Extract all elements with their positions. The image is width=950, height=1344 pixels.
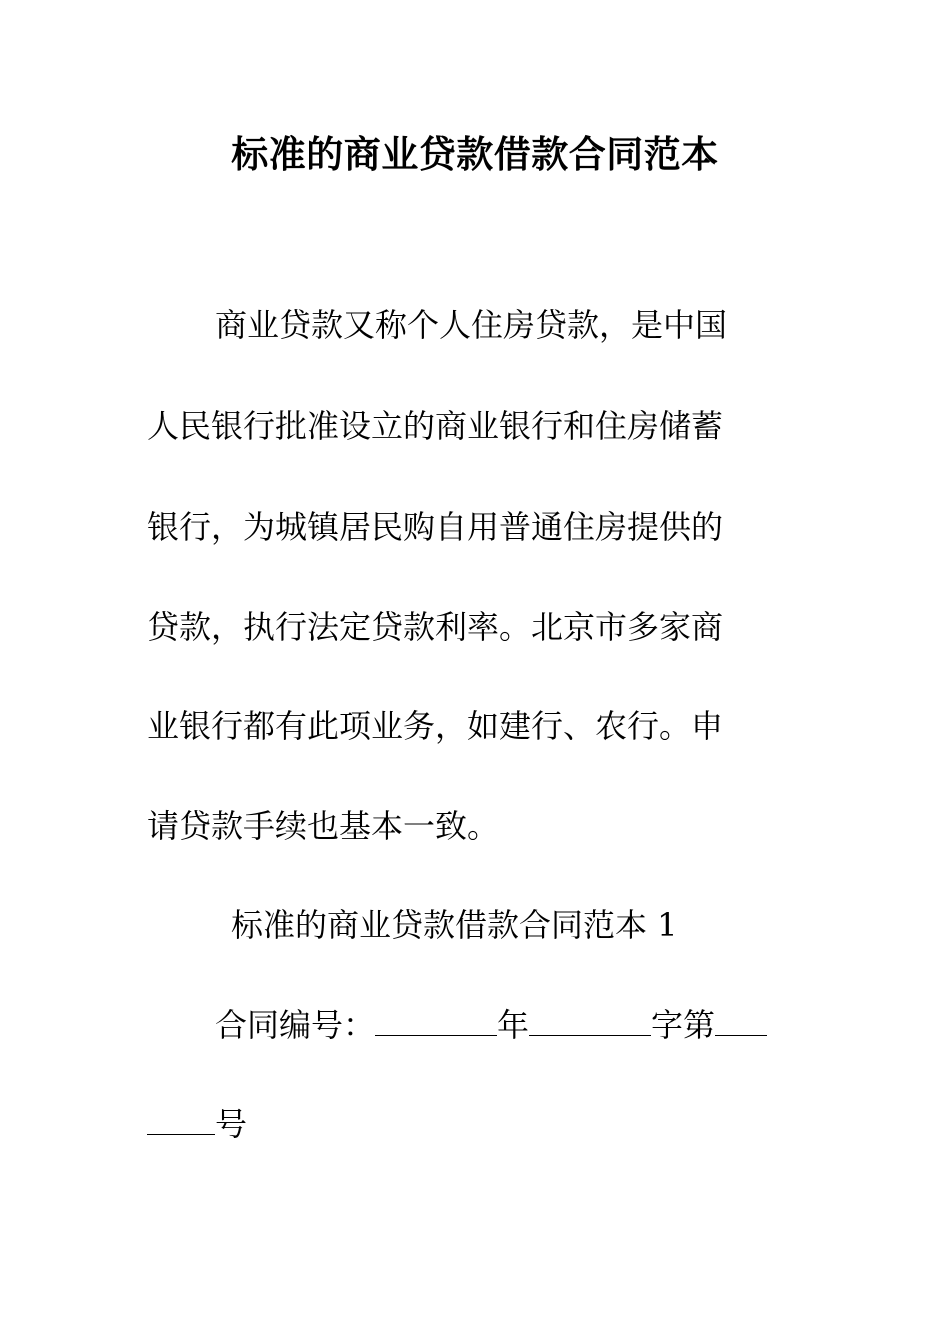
char-suffix: 字第 — [651, 1006, 716, 1044]
number-blank-part1 — [715, 1005, 767, 1036]
number-blank-part2 — [147, 1104, 215, 1135]
year-suffix: 年 — [497, 1006, 530, 1044]
intro-line-2: 人民银行批准设立的商业银行和住房储蓄 — [147, 407, 724, 445]
number-suffix: 号 — [215, 1105, 248, 1143]
document-title: 标准的商业贷款借款合同范本 — [231, 132, 719, 176]
intro-line-1: 商业贷款又称个人住房贷款，是中国 — [215, 306, 728, 344]
intro-line-6: 请贷款手续也基本一致。 — [147, 807, 500, 845]
year-blank — [375, 1005, 497, 1036]
char-blank — [529, 1005, 651, 1036]
contract-number-line-cont — [147, 1102, 247, 1146]
section-heading: 标准的商业贷款借款合同范本 1 — [231, 906, 678, 944]
intro-line-4: 贷款，执行法定贷款利率。北京市多家商 — [147, 608, 724, 646]
intro-line-3: 银行，为城镇居民购自用普通住房提供的 — [147, 508, 724, 546]
contract-number-line — [215, 1003, 767, 1047]
intro-line-5: 业银行都有此项业务，如建行、农行。申 — [147, 707, 724, 745]
contract-number-label: 合同编号： — [215, 1006, 376, 1044]
